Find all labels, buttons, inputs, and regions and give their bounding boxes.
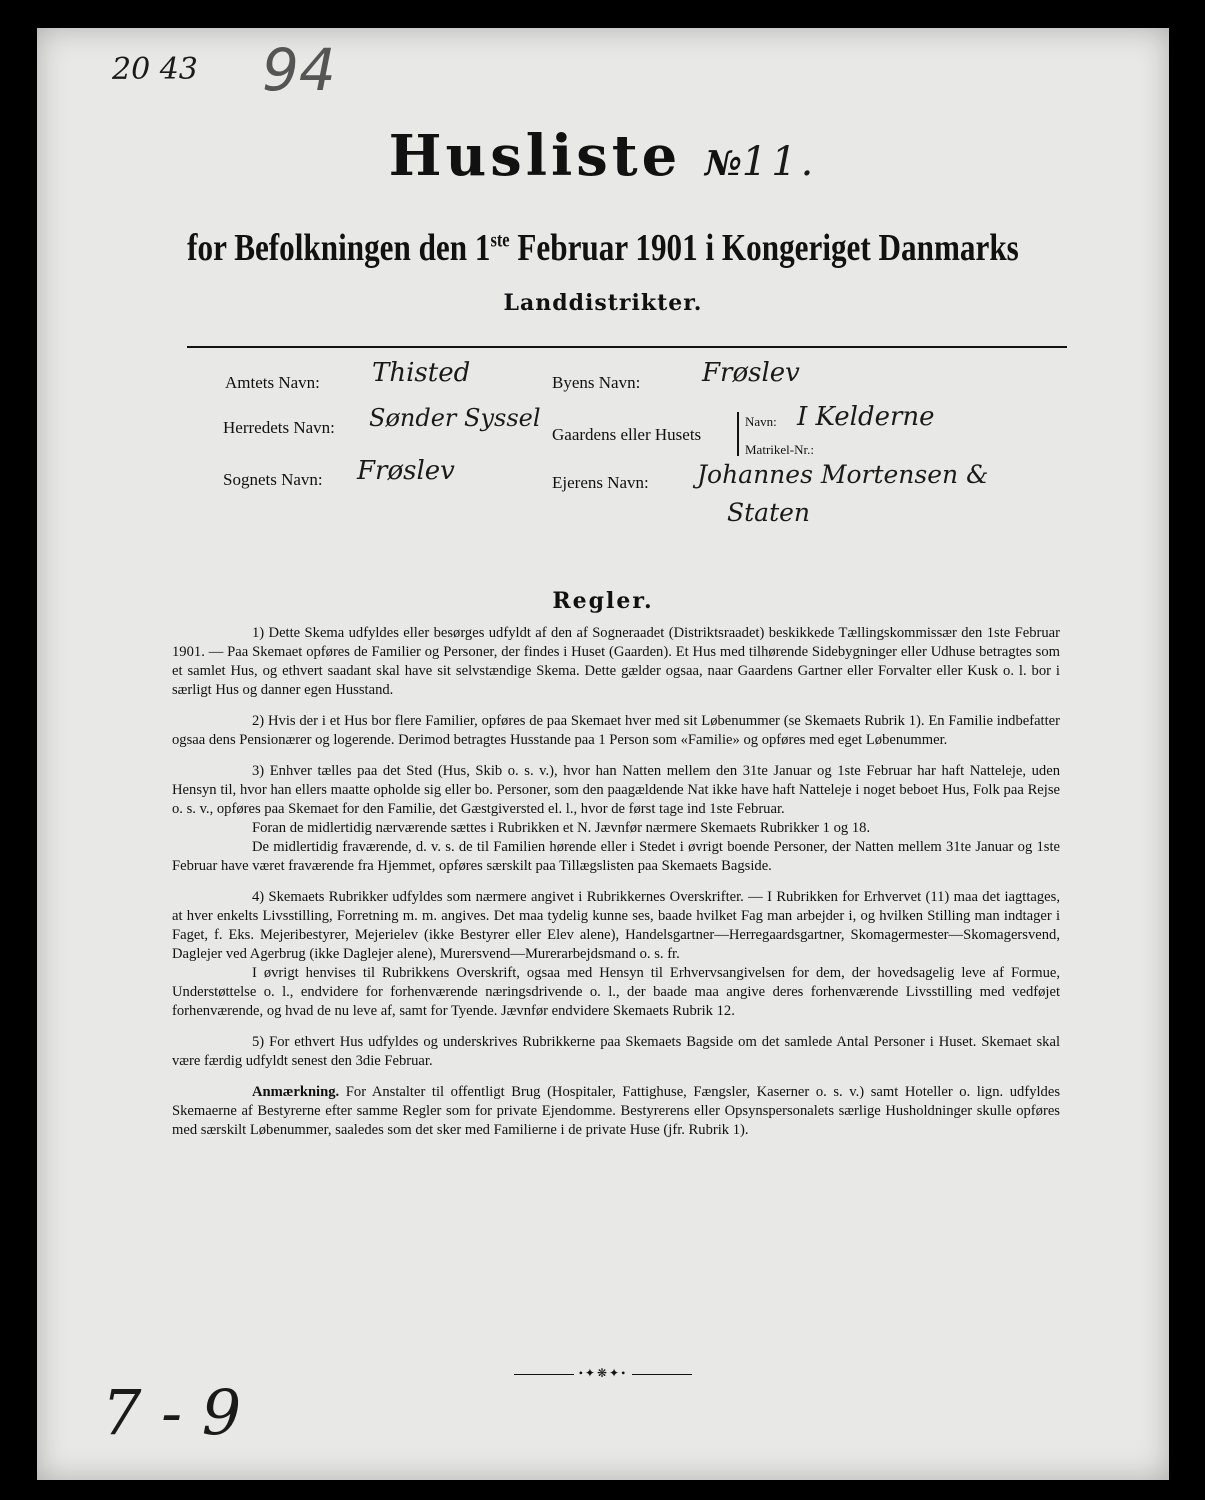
census-form-sheet [37,28,1169,1480]
number-label: № [704,144,742,184]
navn-label: Navn: [745,414,777,429]
ejer-value-line1: Johannes Mortensen & [697,460,989,489]
note-text: For Anstalter til offentligt Brug (Hospitaler, Fattighuse, Fængsler, Kaserner o. s. v.) samt Hoteller o. lign. udfyldes Skemaerne af Bestyrerne efter samme Regler som for private Ejendomme. Bestyrerens eller Opsynspersonalets særlige Husholdninger skulle opføres med særskilt Løbenummer, saaledes som det sker med Familierne i de private Huse (jfr. Rubrik 1). [172,1084,1060,1138]
rule-5: 5) For ethvert Hus udfyldes og underskrives Rubrikkerne paa Skemaets Bagside om det samlede Antal Personer i Huset. Skemaet skal være færdig udfyldt senest den 3die Februar. [172,1034,1060,1069]
subtitle-post: Februar 1901 i Kongeriget Danmarks [509,227,1019,269]
number-value: 11. [741,139,818,185]
top-divider [187,346,1067,348]
form-subtitle [139,226,1067,270]
form-title [37,123,1169,189]
navn-value: I Kelderne [797,402,935,432]
ejer-value-line2: Staten [727,498,811,527]
rule-1: 1) Dette Skema udfyldes eller besørges udfyldt af den af Sogneraadet (Distriktsraadet) beskikkede Tællingskommissær den 1ste Februar 1901. — Paa Skemaet opføres de Familier og Personer, der findes i Huset (Gaarden). Et Hus med tilhørende Sidebygninger eller Udhuse betragtes som et samlet Hus, og ethvert saadant skal have sit selvstændige Skema. Dette gælder ogsaa, naar Gaardens Gartner eller Forvalter eller Kusk o. l. bor i særligt Hus og danner egen Husstand. [172,625,1060,698]
district-heading: Landdistrikter. [503,290,703,316]
rule-3b: Foran de midlertidig nærværende sættes i Rubrikken et N. Jævnfør nærmere Skemaets Rubrikker 1 og 18. [252,820,871,836]
rule-4b: I øvrigt henvises til Rubrikkens Overskrift, ogsaa med Hensyn til Erhvervsangivelsen for dem, der hovedsagelig leve af Formue, Understøttelse o. l., endvidere for forhenværende næringsdrivende o. l., der baade maa angive deres forhenværende Livsstilling med vedføjet forhenværende, og hvad de nu leve af, samt for Tyende. Jævnfør endvidere Skemaets Rubrik 12. [172,965,1060,1019]
herred-value: Sønder Syssel [369,404,541,432]
ornament-glyph: •✦❋✦• [578,1366,628,1380]
rules-body [172,624,1060,1152]
subtitle-sup: ste [490,229,510,252]
by-value: Frøslev [702,358,800,388]
gaard-label: Gaardens eller Husets [552,425,702,444]
subtitle-pre: for Befolkningen den 1 [187,227,491,269]
by-label: Byens Navn: [552,373,641,392]
matrikel-label: Matrikel-Nr.: [745,442,814,457]
sogn-value: Frøslev [357,456,455,486]
rule-4a: 4) Skemaets Rubrikker udfyldes som nærmere angivet i Rubrikkernes Overskrifter. — I Rubrikken for Erhvervet (11) maa det iagttages, at hver enkelts Livsstilling, Forretning m. m. angives. Det maa tydelig kunne ses, baade hvilket Fag man arbejder i, og hvilken Stilling man indtager i Faget, f. Eks. Mejeribestyrer, Mejerielev (ikke Bestyrer eller Elev alene), Handelsgartner—Herregaardsgartner, Skomagermester—Skomagersvend, Daglejer ved Agerbrug (ikke Daglejer alene), Murersvend—Murerarbejdsmand o. s. fr. [172,889,1060,962]
corner-note-top-left: 20 43 [112,52,198,87]
rule-3c: De midlertidig fraværende, d. v. s. de til Familien hørende eller i Stedet i øvrigt boende Personer, der Natten mellem 31te Januar og 1ste Februar have været fraværende fra Hjemmet, opføres særskilt paa Tillægslisten paa Skemaets Bagside. [172,839,1060,874]
ornament-line-left [514,1374,574,1375]
ornament-line-right [632,1374,692,1375]
rule-3a: 3) Enhver tælles paa det Sted (Hus, Skib o. s. v.), hvor han Natten mellem den 31te Januar og 1ste Februar har haft Natteleje, uden Hensyn til, hvor han ellers maatte opholde sig eller bo. Personer, som den paagældende Nat ikke have haft Natteleje i noget beboet Hus, Folk paa Rejse o. s. v., opføres paa Skemaet for den Familie, det Gæstgiversted el. l., hvor de først tage ind 1ste Februar. [172,763,1060,817]
sogn-label: Sognets Navn: [223,470,323,489]
ejer-label: Ejerens Navn: [552,473,649,492]
note-label: Anmærkning. [252,1084,340,1100]
rule-2: 2) Hvis der i et Hus bor flere Familier, opføres de paa Skemaet hver med sit Løbenummer (se Skemaets Rubrik 1). En Familie indbefatter ogsaa dens Pensionærer og logerende. Derimod betragtes Husstande paa 1 Person som «Familie» og opføres med eget Løbenummer. [172,713,1060,748]
herred-label: Herredets Navn: [223,418,335,437]
amt-value: Thisted [372,358,471,388]
corner-note-pencil: 94 [262,36,336,104]
amt-label: Amtets Navn: [225,373,320,392]
gaard-bracket [737,412,739,456]
rules-heading: Regler. [552,588,654,614]
corner-note-bottom-left: 7 - 9 [102,1376,242,1449]
title-text: Husliste [388,123,682,189]
rule-note [172,1083,1060,1140]
